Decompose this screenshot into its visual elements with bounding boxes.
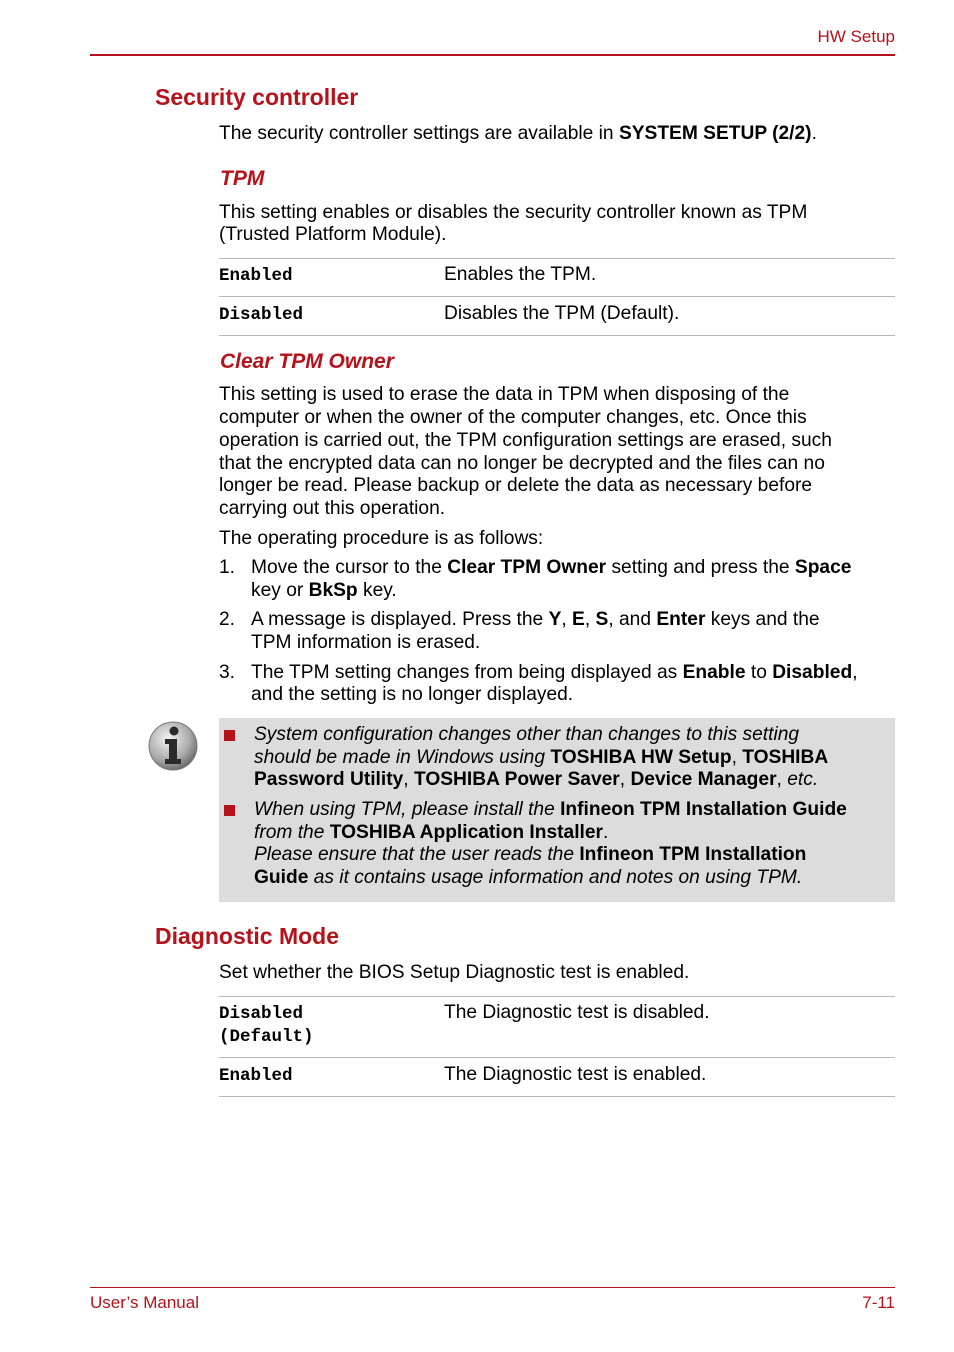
table-rule (219, 1057, 895, 1058)
step-text: Move the cursor to the (251, 557, 448, 578)
step-text: , (561, 609, 573, 630)
security-intro-text: The security controller settings are available in (219, 123, 619, 144)
note-text: , (619, 769, 631, 790)
note-text: etc. (787, 769, 819, 790)
table-rule (219, 1096, 895, 1097)
note-bold: Guide (254, 867, 309, 888)
step-3-line: and the setting is no longer displayed. (251, 684, 574, 705)
table-rule (219, 996, 895, 997)
diagnostic-heading: Diagnostic Mode (155, 923, 340, 949)
clear-desc-line: carrying out this operation. (219, 498, 446, 519)
step-number: 1. (219, 557, 236, 578)
note-line (254, 867, 802, 890)
security-intro (219, 123, 817, 146)
running-header: HW Setup (817, 27, 895, 46)
tpm-row-value: Disables the TPM (Default). (444, 303, 680, 324)
step-text: , and (608, 609, 657, 630)
step-text: A message is displayed. Press the (251, 609, 549, 630)
clear-desc-line: computer or when the owner of the computer changes, etc. Once this (219, 407, 807, 428)
note-line (254, 822, 608, 845)
security-intro-end: . (811, 123, 817, 144)
note-text: as it contains usage information and notes on using TPM. (308, 867, 803, 888)
step-text: The TPM setting changes from being displayed as (251, 662, 683, 683)
note-text: Please ensure that the user reads the (254, 844, 580, 865)
tpm-row-key: Disabled (219, 305, 304, 325)
square-bullet-icon (224, 730, 235, 741)
clear-desc-line: operation is carried out, the TPM configuration settings are erased, such (219, 430, 832, 451)
note-text: When using TPM, please install the (254, 799, 561, 820)
step-text: keys and the (705, 609, 820, 630)
procedure-intro: The operating procedure is as follows: (219, 528, 544, 549)
note-bold: Password Utility (254, 769, 404, 790)
step-text: to (745, 662, 773, 683)
diag-row-value: The Diagnostic test is disabled. (444, 1002, 710, 1023)
footer-manual-title: User’s Manual (90, 1293, 199, 1312)
page-number: 7-11 (862, 1293, 895, 1312)
note-line (254, 799, 847, 822)
security-heading: Security controller (155, 84, 359, 110)
step-bold: Enter (656, 609, 706, 630)
step-text: , (852, 662, 858, 683)
step-1-line (251, 557, 851, 580)
note-bold: TOSHIBA HW Setup (550, 747, 732, 768)
step-3-line (251, 662, 858, 685)
diag-row-key: (Default) (219, 1027, 314, 1047)
info-icon (148, 721, 198, 771)
step-text: , (584, 609, 596, 630)
diag-row-value: The Diagnostic test is enabled. (444, 1064, 707, 1085)
diag-row-key: Disabled (219, 1004, 304, 1024)
note-bold: Device Manager (630, 769, 777, 790)
footer-rule (90, 1287, 895, 1288)
note-text: System configuration changes other than changes to this setting (254, 724, 800, 745)
step-bold: Y (548, 609, 562, 630)
step-text: setting and press the (606, 557, 795, 578)
note-bold: TOSHIBA (742, 747, 829, 768)
step-bold: BkSp (308, 580, 358, 601)
note-line (254, 769, 818, 792)
note-text: , (776, 769, 788, 790)
diagnostic-intro: Set whether the BIOS Setup Diagnostic test is enabled. (219, 962, 690, 983)
tpm-desc-line: This setting enables or disables the security controller known as TPM (219, 202, 808, 223)
note-text: , (403, 769, 414, 790)
table-rule (219, 258, 895, 259)
note-bold: TOSHIBA Power Saver (413, 769, 620, 790)
clear-desc-line: that the encrypted data can no longer be decrypted and the files can no (219, 453, 825, 474)
note-bold: Infineon TPM Installation Guide (560, 799, 847, 820)
note-text: , (731, 747, 743, 768)
square-bullet-icon (224, 805, 235, 816)
clear-desc-line: This setting is used to erase the data in TPM when disposing of the (219, 384, 790, 405)
table-rule (219, 296, 895, 297)
security-intro-bold: SYSTEM SETUP (2/2) (618, 123, 812, 144)
tpm-heading: TPM (220, 167, 265, 190)
note-line (254, 724, 799, 747)
step-2-line: TPM information is erased. (251, 632, 481, 653)
step-2-line (251, 609, 820, 632)
note-text: should be made in Windows using (254, 747, 551, 768)
clear-tpm-heading: Clear TPM Owner (220, 350, 394, 373)
note-line (254, 747, 828, 770)
step-1-line (251, 580, 397, 603)
note-text: from the (254, 822, 330, 843)
step-text: key. (357, 580, 397, 601)
tpm-row-value: Enables the TPM. (444, 264, 597, 285)
step-number: 2. (219, 609, 236, 630)
tpm-desc-line: (Trusted Platform Module). (219, 224, 447, 245)
note-bold: TOSHIBA Application Installer (329, 822, 603, 843)
tpm-row-key: Enabled (219, 266, 293, 286)
step-text: key or (251, 580, 309, 601)
note-line (254, 844, 806, 867)
note-bold: Infineon TPM Installation (579, 844, 807, 865)
diag-row-key: Enabled (219, 1066, 293, 1086)
step-number: 3. (219, 662, 236, 683)
step-bold: Clear TPM Owner (447, 557, 607, 578)
header-rule (90, 54, 895, 56)
step-bold: Disabled (772, 662, 853, 683)
note-text: . (603, 822, 609, 843)
step-bold: S (595, 609, 609, 630)
table-rule (219, 335, 895, 336)
clear-desc-line: longer be read. Please backup or delete the data as necessary before (219, 475, 813, 496)
step-bold: E (572, 609, 585, 630)
step-bold: Enable (682, 662, 746, 683)
step-bold: Space (794, 557, 852, 578)
